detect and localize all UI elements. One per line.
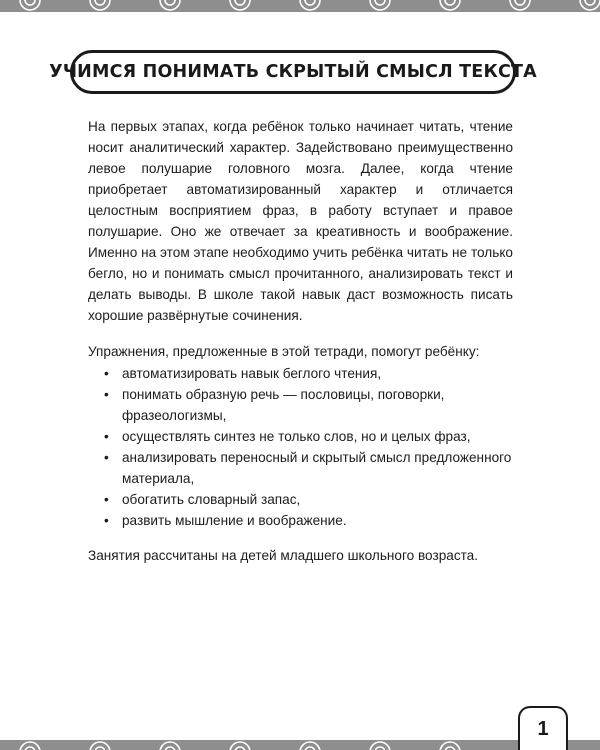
spiral-pattern-bottom <box>0 740 600 750</box>
list-item-text: развить мышление и воображение. <box>122 513 347 528</box>
bullet-icon: • <box>104 450 109 465</box>
list-item <box>88 426 513 447</box>
list-item <box>88 384 513 426</box>
bottom-decorative-border <box>0 740 600 750</box>
top-decorative-border <box>0 0 600 12</box>
list-item-text: осуществлять синтез не только слов, но и целых фраз, <box>122 429 471 444</box>
list-item <box>88 489 513 510</box>
skills-list <box>88 363 513 531</box>
bullet-icon: • <box>104 387 109 402</box>
list-item <box>88 510 513 531</box>
list-item-text: обогатить словарный запас, <box>122 492 301 507</box>
spiral-pattern-top <box>0 0 600 12</box>
bullet-icon: • <box>104 492 109 507</box>
page-title: УЧИМСЯ ПОНИМАТЬ СКРЫТЫЙ СМЫСЛ ТЕКСТА <box>49 62 537 82</box>
closing-sentence: Занятия рассчитаны на детей младшего школьного возраста. <box>88 548 479 563</box>
list-item-text: анализировать переносный и скрытый смысл предложенного материала, <box>122 450 512 486</box>
list-item-text: понимать образную речь — пословицы, поговорки, фразеологизмы, <box>122 387 445 423</box>
bullet-icon: • <box>104 429 109 444</box>
list-item-text: автоматизировать навык беглого чтения, <box>122 366 382 381</box>
exercises-intro: Упражнения, предложенные в этой тетради, помогут ребёнку: <box>88 344 480 359</box>
paragraph-text: На первых этапах, когда ребёнок только начинает читать, чтение носит аналитический характер. Задействовано преимущественно левое полушарие головного мозга. Далее, когда чтение приобретает автоматизированный характер и отличается целостным восприятием фраз, в работу вступает и правое полушарие. Оно же отвечает за креативность и воображение. Именно на этом этапе необходимо учить ребёнка читать не только бегло, но и понимать смысл прочитанного, анализировать текст и делать выводы. В школе такой навык даст возможность писать хорошие развёрнутые сочинения. <box>88 119 513 323</box>
bullet-icon: • <box>104 513 109 528</box>
intro-paragraph <box>88 116 513 326</box>
main-content <box>88 116 513 566</box>
page-number: 1 <box>537 717 549 740</box>
list-item <box>88 447 513 489</box>
list-item <box>88 363 513 384</box>
bullet-icon: • <box>104 366 109 381</box>
title-frame <box>49 50 537 94</box>
page-number-tab <box>518 706 568 750</box>
